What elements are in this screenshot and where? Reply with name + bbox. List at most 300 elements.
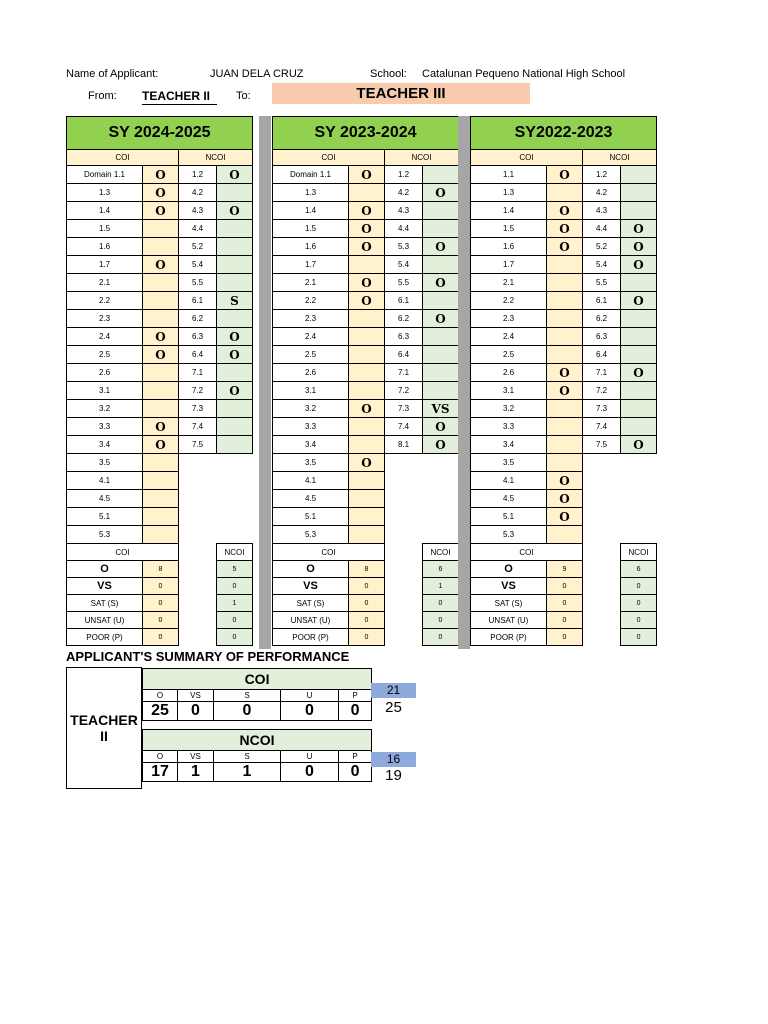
coi-indicator-label: 2.5	[273, 346, 349, 364]
coi-indicator-label: 3.5	[67, 454, 143, 472]
coi-rating-cell	[349, 526, 385, 544]
coi-rating-cell: O	[143, 418, 179, 436]
ncoi-count: 0	[621, 595, 657, 612]
coi-count: 0	[349, 629, 385, 646]
coi-rating-cell: O	[547, 166, 583, 184]
ncoi-rating-cell	[621, 382, 657, 400]
coi-rating-cell	[349, 382, 385, 400]
empty-cell	[621, 526, 657, 544]
coi-indicator-label: 1.7	[273, 256, 349, 274]
empty-cell	[179, 508, 217, 526]
coi-rating-cell	[143, 310, 179, 328]
coi-indicator-label: 3.4	[67, 436, 143, 454]
coi-indicator-label: 2.4	[67, 328, 143, 346]
ncoi-count: 0	[423, 595, 459, 612]
ncoi-rating-cell	[621, 346, 657, 364]
ncoi-rating-cell	[217, 274, 253, 292]
coi-count: 8	[349, 561, 385, 578]
ncoi-count: 6	[621, 561, 657, 578]
coi-indicator-label: 4.1	[471, 472, 547, 490]
coi-indicator-label: 2.6	[67, 364, 143, 382]
coi-indicator-label: 1.3	[471, 184, 547, 202]
year-title: SY2022-2023	[471, 117, 657, 150]
empty-cell	[385, 454, 423, 472]
summary-ncoi-label: NCOI	[423, 544, 459, 561]
rating-category-label: POOR (P)	[471, 629, 547, 646]
ncoi-rating-cell	[217, 364, 253, 382]
ncoi-indicator-label: 6.2	[179, 310, 217, 328]
coi-indicator-label: 3.5	[273, 454, 349, 472]
rating-category-label: UNSAT (U)	[273, 612, 349, 629]
from-position: TEACHER II	[142, 89, 217, 105]
ncoi-rating-cell: O	[217, 346, 253, 364]
summary-position	[66, 667, 142, 789]
summary-coi-label: S	[214, 690, 281, 702]
ncoi-indicator-label: 5.5	[385, 274, 423, 292]
summary-title: APPLICANT'S SUMMARY OF PERFORMANCE	[66, 649, 350, 664]
empty-cell	[583, 629, 621, 646]
summary-ncoi-header: NCOI	[143, 730, 372, 751]
ncoi-indicator-label: 4.3	[583, 202, 621, 220]
coi-rating-cell	[349, 418, 385, 436]
empty-cell	[179, 629, 217, 646]
coi-rating-cell	[349, 490, 385, 508]
ncoi-indicator-label: 4.2	[385, 184, 423, 202]
empty-cell	[179, 612, 217, 629]
rating-category-label: O	[471, 561, 547, 578]
empty-cell	[423, 472, 459, 490]
empty-cell	[583, 578, 621, 595]
coi-indicator-label: 2.3	[67, 310, 143, 328]
ncoi-rating-cell: O	[217, 202, 253, 220]
coi-indicator-label: 4.5	[471, 490, 547, 508]
coi-indicator-label: 3.2	[67, 400, 143, 418]
coi-indicator-label: 1.6	[471, 238, 547, 256]
ncoi-rating-cell	[217, 220, 253, 238]
ncoi-rating-cell	[621, 310, 657, 328]
summary-ncoi-table	[142, 729, 372, 782]
ncoi-count: 5	[217, 561, 253, 578]
ncoi-rating-cell	[423, 292, 459, 310]
coi-indicator-label: 3.3	[273, 418, 349, 436]
summary-ncoi-value: 1	[214, 763, 281, 782]
coi-indicator-label: 1.5	[67, 220, 143, 238]
empty-cell	[217, 472, 253, 490]
empty-cell	[583, 612, 621, 629]
ncoi-rating-cell: O	[621, 238, 657, 256]
coi-count: 0	[547, 629, 583, 646]
ncoi-rating-cell: O	[621, 292, 657, 310]
coi-rating-cell	[143, 490, 179, 508]
coi-rating-cell: O	[547, 238, 583, 256]
ncoi-indicator-label: 5.2	[583, 238, 621, 256]
coi-rating-cell	[547, 184, 583, 202]
coi-rating-cell	[143, 382, 179, 400]
empty-cell	[621, 472, 657, 490]
coi-indicator-label: 1.6	[67, 238, 143, 256]
coi-rating-cell: O	[547, 202, 583, 220]
coi-rating-cell	[143, 364, 179, 382]
ncoi-indicator-label: 5.5	[583, 274, 621, 292]
coi-indicator-label: 2.2	[273, 292, 349, 310]
coi-indicator-label: 4.1	[67, 472, 143, 490]
empty-cell	[217, 526, 253, 544]
coi-rating-cell	[547, 400, 583, 418]
ncoi-indicator-label: 5.4	[583, 256, 621, 274]
rating-category-label: POOR (P)	[67, 629, 143, 646]
empty-cell	[583, 508, 621, 526]
ncoi-count: 0	[423, 612, 459, 629]
coi-indicator-label: 2.4	[471, 328, 547, 346]
rating-category-label: UNSAT (U)	[67, 612, 143, 629]
ncoi-rating-cell: O	[423, 310, 459, 328]
coi-count: 0	[349, 612, 385, 629]
coi-rating-cell	[547, 418, 583, 436]
year-title: SY 2023-2024	[273, 117, 459, 150]
empty-cell	[621, 490, 657, 508]
coi-rating-cell	[547, 292, 583, 310]
coi-rating-cell: O	[143, 202, 179, 220]
empty-cell	[179, 544, 217, 561]
summary-ncoi-label: VS	[178, 751, 214, 763]
coi-rating-cell	[349, 310, 385, 328]
coi-rating-cell: O	[143, 328, 179, 346]
coi-indicator-label: 3.4	[471, 436, 547, 454]
empty-cell	[385, 508, 423, 526]
coi-indicator-label: 2.1	[273, 274, 349, 292]
coi-rating-cell	[143, 274, 179, 292]
ncoi-count: 0	[217, 629, 253, 646]
coi-column-header: COI	[273, 150, 385, 166]
coi-rating-cell	[349, 508, 385, 526]
coi-indicator-label: 3.1	[273, 382, 349, 400]
ncoi-rating-cell: O	[621, 436, 657, 454]
ncoi-rating-cell: O	[217, 382, 253, 400]
ncoi-rating-cell	[217, 400, 253, 418]
coi-indicator-label: 5.1	[471, 508, 547, 526]
coi-rating-cell: O	[349, 292, 385, 310]
coi-count: 0	[143, 578, 179, 595]
coi-count: 8	[143, 561, 179, 578]
rating-category-label: O	[273, 561, 349, 578]
ncoi-rating-cell: O	[621, 364, 657, 382]
coi-total-count: 25	[385, 699, 402, 716]
summary-ncoi-value: 1	[178, 763, 214, 782]
summary-ncoi-value: 0	[281, 763, 339, 782]
empty-cell	[217, 454, 253, 472]
ncoi-indicator-label: 1.2	[385, 166, 423, 184]
coi-indicator-label: 1.5	[471, 220, 547, 238]
ncoi-indicator-label: 7.2	[583, 382, 621, 400]
ncoi-rating-cell	[423, 256, 459, 274]
ncoi-rating-cell: O	[621, 220, 657, 238]
coi-rating-cell: O	[143, 166, 179, 184]
ncoi-rating-cell	[621, 418, 657, 436]
coi-rating-cell: O	[547, 490, 583, 508]
ncoi-rating-cell	[423, 166, 459, 184]
ncoi-rating-cell: O	[217, 328, 253, 346]
ncoi-rating-cell	[621, 274, 657, 292]
rating-table	[272, 116, 459, 646]
ncoi-indicator-label: 1.2	[179, 166, 217, 184]
ncoi-count: 0	[217, 612, 253, 629]
ncoi-count: 6	[423, 561, 459, 578]
ncoi-rating-cell	[621, 184, 657, 202]
coi-indicator-label: 3.2	[471, 400, 547, 418]
coi-rating-cell	[547, 526, 583, 544]
coi-indicator-label: 2.2	[471, 292, 547, 310]
coi-indicator-label: 3.1	[471, 382, 547, 400]
coi-rating-cell	[349, 436, 385, 454]
summary-coi-label: U	[281, 690, 339, 702]
empty-cell	[385, 595, 423, 612]
empty-cell	[621, 454, 657, 472]
ncoi-indicator-label: 5.3	[385, 238, 423, 256]
coi-rating-cell	[547, 346, 583, 364]
ncoi-rating-cell	[621, 202, 657, 220]
school-label: School:	[370, 68, 407, 80]
coi-indicator-label: 2.5	[67, 346, 143, 364]
ncoi-indicator-label: 7.2	[179, 382, 217, 400]
summary-ncoi-label: NCOI	[217, 544, 253, 561]
to-position: TEACHER III	[272, 83, 530, 104]
summary-coi-label: COI	[471, 544, 583, 561]
coi-rating-cell	[143, 292, 179, 310]
coi-indicator-label: 1.3	[273, 184, 349, 202]
ncoi-rating-cell: O	[423, 436, 459, 454]
summary-ncoi-value: 0	[339, 763, 372, 782]
year-block-2024-2025	[66, 116, 252, 646]
rating-category-label: SAT (S)	[471, 595, 547, 612]
coi-required-count: 21	[371, 683, 416, 698]
coi-rating-cell	[143, 508, 179, 526]
empty-cell	[423, 526, 459, 544]
rating-category-label: SAT (S)	[67, 595, 143, 612]
coi-indicator-label: 2.5	[471, 346, 547, 364]
ncoi-rating-cell	[217, 238, 253, 256]
ncoi-indicator-label: 1.2	[583, 166, 621, 184]
coi-indicator-label: 4.5	[273, 490, 349, 508]
coi-rating-cell	[349, 364, 385, 382]
coi-rating-cell	[547, 310, 583, 328]
coi-indicator-label: 5.3	[273, 526, 349, 544]
summary-coi-value: 0	[178, 702, 214, 721]
ncoi-rating-cell	[217, 436, 253, 454]
summary-ncoi-label: NCOI	[621, 544, 657, 561]
rating-table	[66, 116, 253, 646]
summary-coi-label: COI	[273, 544, 385, 561]
coi-indicator-label: Domain 1.1	[67, 166, 143, 184]
ncoi-column-header: NCOI	[179, 150, 253, 166]
ncoi-indicator-label: 4.2	[179, 184, 217, 202]
ncoi-indicator-label: 5.4	[385, 256, 423, 274]
empty-cell	[385, 578, 423, 595]
empty-cell	[217, 490, 253, 508]
ncoi-indicator-label: 6.1	[583, 292, 621, 310]
summary-ncoi-value: 17	[143, 763, 178, 782]
summary-ncoi-label: U	[281, 751, 339, 763]
rating-category-label: VS	[67, 578, 143, 595]
to-label: To:	[236, 90, 251, 102]
coi-indicator-label: 3.3	[471, 418, 547, 436]
ncoi-rating-cell	[423, 382, 459, 400]
ncoi-rating-cell	[621, 166, 657, 184]
coi-count: 0	[143, 629, 179, 646]
ncoi-rating-cell	[217, 184, 253, 202]
empty-cell	[385, 472, 423, 490]
ncoi-rating-cell	[423, 364, 459, 382]
empty-cell	[583, 490, 621, 508]
empty-cell	[179, 490, 217, 508]
ncoi-rating-cell: O	[217, 166, 253, 184]
summary-coi-label: VS	[178, 690, 214, 702]
applicant-name-value: JUAN DELA CRUZ	[210, 68, 304, 80]
ncoi-rating-cell	[423, 202, 459, 220]
coi-indicator-label: 1.4	[67, 202, 143, 220]
ncoi-rating-cell: O	[423, 418, 459, 436]
ncoi-indicator-label: 7.1	[179, 364, 217, 382]
coi-count: 0	[143, 595, 179, 612]
coi-indicator-label: 2.2	[67, 292, 143, 310]
coi-rating-cell	[547, 454, 583, 472]
ncoi-indicator-label: 4.4	[385, 220, 423, 238]
ncoi-rating-cell: O	[621, 256, 657, 274]
ncoi-indicator-label: 6.4	[385, 346, 423, 364]
ncoi-indicator-label: 4.4	[179, 220, 217, 238]
coi-indicator-label: 2.6	[471, 364, 547, 382]
empty-cell	[179, 472, 217, 490]
coi-indicator-label: 5.3	[471, 526, 547, 544]
coi-rating-cell: O	[547, 508, 583, 526]
coi-rating-cell	[349, 256, 385, 274]
year-title: SY 2024-2025	[67, 117, 253, 150]
coi-rating-cell: O	[143, 436, 179, 454]
rating-category-label: VS	[471, 578, 547, 595]
ncoi-rating-cell	[217, 418, 253, 436]
ncoi-indicator-label: 4.3	[179, 202, 217, 220]
coi-rating-cell: O	[349, 166, 385, 184]
empty-cell	[621, 508, 657, 526]
ncoi-rating-cell: O	[423, 274, 459, 292]
ncoi-indicator-label: 6.4	[179, 346, 217, 364]
column-separator	[259, 116, 271, 649]
coi-column-header: COI	[471, 150, 583, 166]
ncoi-indicator-label: 7.5	[583, 436, 621, 454]
empty-cell	[179, 454, 217, 472]
empty-cell	[179, 526, 217, 544]
ncoi-indicator-label: 7.3	[179, 400, 217, 418]
coi-rating-cell	[143, 400, 179, 418]
ncoi-indicator-label: 7.4	[179, 418, 217, 436]
column-separator	[458, 116, 470, 649]
ncoi-column-header: NCOI	[583, 150, 657, 166]
coi-rating-cell	[547, 274, 583, 292]
coi-indicator-label: 2.4	[273, 328, 349, 346]
summary-coi-value: 0	[339, 702, 372, 721]
empty-cell	[583, 544, 621, 561]
coi-indicator-label: 5.1	[273, 508, 349, 526]
coi-indicator-label: 2.1	[471, 274, 547, 292]
summary-position-text: TEACHER II	[70, 712, 138, 744]
coi-rating-cell	[143, 472, 179, 490]
coi-rating-cell: O	[547, 220, 583, 238]
ncoi-rating-cell	[423, 328, 459, 346]
ncoi-indicator-label: 8.1	[385, 436, 423, 454]
empty-cell	[423, 454, 459, 472]
ncoi-rating-cell	[621, 400, 657, 418]
ncoi-indicator-label: 6.2	[583, 310, 621, 328]
empty-cell	[423, 490, 459, 508]
ncoi-indicator-label: 6.2	[385, 310, 423, 328]
coi-count: 0	[547, 578, 583, 595]
ncoi-column-header: NCOI	[385, 150, 459, 166]
coi-rating-cell	[143, 454, 179, 472]
empty-cell	[583, 561, 621, 578]
coi-indicator-label: 3.3	[67, 418, 143, 436]
ncoi-indicator-label: 4.2	[583, 184, 621, 202]
ncoi-indicator-label: 6.4	[583, 346, 621, 364]
ncoi-rating-cell	[217, 256, 253, 274]
ncoi-indicator-label: 7.3	[385, 400, 423, 418]
rating-table	[470, 116, 657, 646]
empty-cell	[423, 508, 459, 526]
coi-indicator-label: Domain 1.1	[273, 166, 349, 184]
rating-category-label: O	[67, 561, 143, 578]
summary-coi-header: COI	[143, 669, 372, 690]
ncoi-indicator-label: 6.1	[179, 292, 217, 310]
coi-rating-cell: O	[349, 454, 385, 472]
empty-cell	[385, 544, 423, 561]
coi-indicator-label: 3.4	[273, 436, 349, 454]
ncoi-count: 1	[217, 595, 253, 612]
coi-rating-cell: O	[547, 472, 583, 490]
coi-indicator-label: 1.5	[273, 220, 349, 238]
ncoi-indicator-label: 6.3	[583, 328, 621, 346]
coi-indicator-label: 2.3	[273, 310, 349, 328]
coi-rating-cell: O	[349, 238, 385, 256]
coi-count: 0	[143, 612, 179, 629]
coi-indicator-label: 1.7	[67, 256, 143, 274]
coi-indicator-label: 4.1	[273, 472, 349, 490]
ncoi-rating-cell	[423, 346, 459, 364]
ncoi-indicator-label: 4.4	[583, 220, 621, 238]
summary-coi-label: O	[143, 690, 178, 702]
empty-cell	[385, 629, 423, 646]
ncoi-rating-cell	[621, 328, 657, 346]
rating-category-label: VS	[273, 578, 349, 595]
coi-indicator-label: 1.6	[273, 238, 349, 256]
summary-coi-value: 0	[281, 702, 339, 721]
coi-count: 0	[349, 595, 385, 612]
coi-rating-cell	[547, 256, 583, 274]
empty-cell	[583, 526, 621, 544]
coi-rating-cell: O	[349, 202, 385, 220]
ncoi-count: 1	[423, 578, 459, 595]
coi-rating-cell	[547, 328, 583, 346]
coi-rating-cell	[349, 184, 385, 202]
ncoi-indicator-label: 7.1	[385, 364, 423, 382]
rating-category-label: UNSAT (U)	[471, 612, 547, 629]
coi-indicator-label: 4.5	[67, 490, 143, 508]
ncoi-indicator-label: 5.2	[179, 238, 217, 256]
summary-coi-table	[142, 668, 372, 721]
empty-cell	[179, 561, 217, 578]
coi-rating-cell: O	[547, 364, 583, 382]
ncoi-rating-cell	[217, 310, 253, 328]
coi-count: 0	[547, 612, 583, 629]
empty-cell	[179, 595, 217, 612]
ncoi-rating-cell: VS	[423, 400, 459, 418]
